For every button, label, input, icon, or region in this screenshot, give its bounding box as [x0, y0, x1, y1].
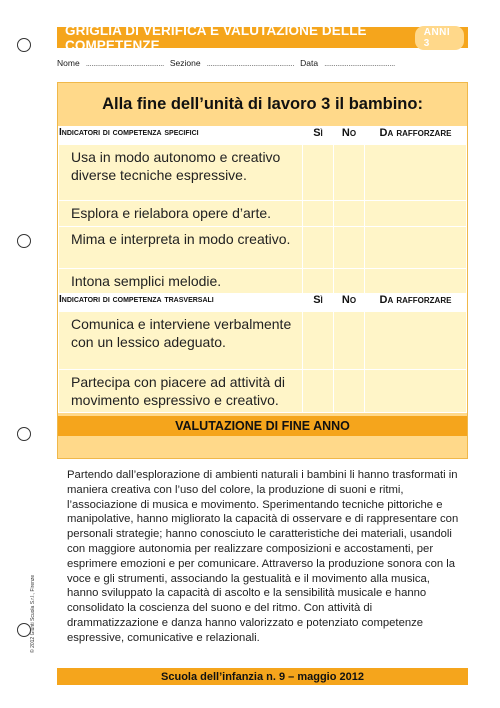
table-row — [59, 145, 467, 201]
evaluation-text: Partendo dall’esplorazione di ambienti naturali i bambini li hanno trasformati in maniera creativa con l’uso del colore, la produzione di suoni e ritmi, l’associazione di musica e movimento. Sperimentando tecniche pittoriche e manipolative, hanno migliorato la capacità di osservare e di rappresentare con personali strategie; hanno conosciuto le caratteristiche dei materiali, usandoli con maggiore autonomia per realizzare composizioni e accostamenti, per esprimere emozioni e per comunicare. Attraverso la produzione sonora con la voce e gli strumenti, associando la gestualità e il movimento alla musica, hanno sviluppato la capacità di ascolto e la sensibilità musicale e hanno consolidato la coscienza del suono e del ritmo. Con attività di drammatizzazione e danza hanno valorizzato e potenziato competenze espressive, comunicative e relazionali. — [57, 461, 468, 651]
competence-grid — [57, 82, 468, 459]
table-row — [59, 227, 467, 269]
reinforce-checkbox[interactable] — [365, 145, 467, 201]
no-checkbox[interactable] — [334, 269, 365, 294]
copyright-note: © 2012 Giunti Scuola S.r.l., Firenze — [30, 574, 36, 653]
footer-bar: Scuola dell’infanzia n. 9 – maggio 2012 — [57, 668, 468, 685]
transversal-header-row — [59, 294, 467, 312]
transversal-indicator-header: Indicatori di competenza trasversali — [59, 294, 303, 312]
reinforce-checkbox[interactable] — [365, 269, 467, 294]
reinforce-checkbox[interactable] — [365, 201, 467, 227]
no-checkbox[interactable] — [334, 145, 365, 201]
yes-checkbox[interactable] — [303, 312, 334, 370]
reinforce-checkbox[interactable] — [365, 312, 467, 370]
indicator-text: Partecipa con piacere ad attività di movimento espressivo e creativo. — [59, 370, 303, 413]
section-field[interactable]: ............................................... — [206, 58, 295, 68]
yes-header: Sì — [303, 294, 334, 312]
no-checkbox[interactable] — [334, 312, 365, 370]
indicator-text: Comunica e interviene verbalmente con un lessico adeguato. — [59, 312, 303, 370]
yes-checkbox[interactable] — [303, 370, 334, 413]
name-label: Nome — [57, 58, 80, 68]
page-title: GRIGLIA DI VERIFICA E VALUTAZIONE DELLE COMPETENZE — [65, 22, 367, 53]
date-label: Data — [300, 58, 319, 68]
student-info-line — [57, 58, 468, 68]
reinforce-header: Da rafforzare — [365, 294, 467, 312]
table-row — [59, 201, 467, 227]
yes-checkbox[interactable] — [303, 269, 334, 294]
competence-table — [58, 126, 467, 413]
date-field[interactable]: ...................................... — [324, 58, 395, 68]
indicator-text: Esplora e rielabora opere d’arte. — [59, 201, 303, 227]
indicator-text: Usa in modo autonomo e creativo diverse tecniche espressive. — [59, 145, 303, 201]
yes-checkbox[interactable] — [303, 201, 334, 227]
indicator-text: Mima e interpreta in modo creativo. — [59, 227, 303, 269]
no-checkbox[interactable] — [334, 370, 365, 413]
name-field[interactable]: .......................................... — [85, 58, 164, 68]
age-badge: ANNI 3 — [415, 26, 464, 50]
binder-hole — [17, 623, 31, 637]
specific-indicator-header: Indicatori di competenza specifici — [59, 127, 303, 145]
specific-header-row — [59, 127, 467, 145]
grid-title: Alla fine dell’unità di lavoro 3 il bambino: — [102, 95, 423, 113]
reinforce-checkbox[interactable] — [365, 227, 467, 269]
no-header: No — [334, 127, 365, 145]
indicator-text: Intona semplici melodie. — [59, 269, 303, 294]
yes-checkbox[interactable] — [303, 227, 334, 269]
yes-header: Sì — [303, 127, 334, 145]
table-row — [59, 370, 467, 413]
table-row — [59, 269, 467, 294]
binder-hole — [17, 234, 31, 248]
table-row — [59, 312, 467, 370]
reinforce-checkbox[interactable] — [365, 370, 467, 413]
header-bar — [57, 22, 468, 53]
no-header: No — [334, 294, 365, 312]
binder-hole — [17, 427, 31, 441]
yes-checkbox[interactable] — [303, 145, 334, 201]
no-checkbox[interactable] — [334, 227, 365, 269]
section-label: Sezione — [169, 58, 201, 68]
reinforce-header: Da rafforzare — [365, 127, 467, 145]
evaluation-box — [57, 461, 468, 651]
evaluation-title: VALUTAZIONE DI FINE ANNO — [58, 416, 467, 436]
binder-hole — [17, 38, 31, 52]
no-checkbox[interactable] — [334, 201, 365, 227]
